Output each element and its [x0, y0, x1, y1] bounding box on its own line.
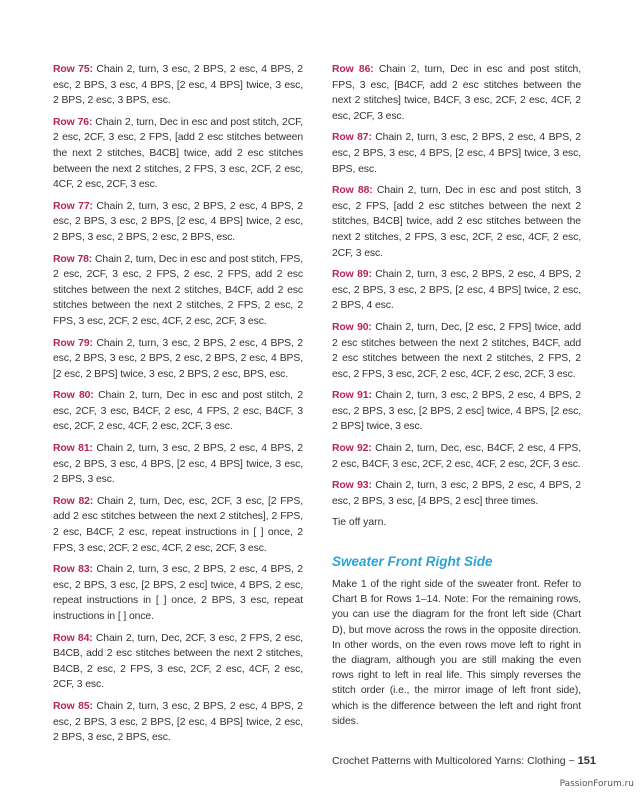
- row-label: Row 81:: [53, 443, 93, 455]
- row-82: [53, 494, 303, 556]
- row-label: Row 78:: [53, 253, 93, 265]
- section-body: Make 1 of the right side of the sweater front. Refer to Chart B for Rows 1–14. Note: For the remaining rows, you can use the diagram for the front left side (Chart D), but move across the rows in the opposite direction. In other words, on the even rows move left to right in the diagram, although you are still making the even rows right to left in real life. This simply reverses the stitch order (i.e., the mirror image of left front side), which is the difference between the left and right front sides.: [332, 579, 581, 727]
- row-text: Chain 2, turn, 3 esc, 2 BPS, 2 esc, 4 BPS, 2 esc, 2 BPS, 3 esc, [2 BPS, 2 esc] twice, 4 BPS, [2 esc, 2 BPS] twice, 3 esc.: [332, 390, 581, 433]
- row-80: [53, 388, 303, 435]
- row-92: [332, 441, 581, 472]
- row-89: [332, 267, 581, 314]
- row-label: Row 90:: [332, 321, 372, 333]
- row-label: Row 77:: [53, 200, 93, 212]
- row-text: Chain 2, turn, 3 esc, 2 BPS, 2 esc, 4 BPS, 2 esc, 2 BPS, 3 esc, 2 BPS, 2 esc, 2 BPS, 2 esc, 4 BPS, [2 esc, 2 BPS] twice, 3 esc, 2 BPS, 2 esc, BPS, esc.: [53, 337, 303, 380]
- row-text: Chain 2, turn, Dec, [2 esc, 2 FPS] twice, add 2 esc stitches between the next 2 stitches, B4CF, add 2 esc stitches between the next 2 stitches, 2 FPS, 2 esc, 2 FPS, 3 esc, 2CF, 2 esc, 4CF, 2 esc, 2CF, 3 esc.: [332, 321, 582, 380]
- row-label: Row 82:: [53, 495, 94, 507]
- row-text: Chain 2, turn, 3 esc, 2 BPS, 2 esc, 4 BPS, 2 esc, 2 BPS, 3 esc, 4 BPS, [2 esc, 4 BPS] twice, 3 esc, 2 BPS, 2 esc, 3 BPS, esc.: [53, 64, 303, 107]
- row-79: [53, 336, 303, 383]
- row-text: Chain 2, turn, 3 esc, 2 BPS, 2 esc, 4 BPS, 2 esc, 2 BPS, 3 esc, 4 BPS, [2 esc, 4 BPS] twice, 3 esc, BPS, esc.: [332, 132, 581, 175]
- row-77: [53, 199, 303, 246]
- row-81: [53, 441, 303, 488]
- row-label: Row 83:: [53, 564, 93, 576]
- row-text: Chain 2, turn, 3 esc, 2 BPS, 2 esc, 4 BPS, 2 esc, 2 BPS, 3 esc, 4 BPS, [2 esc, 4 BPS] twice, 3 esc, 2 BPS, 3 esc.: [53, 443, 303, 486]
- row-label: Row 84:: [53, 632, 93, 644]
- row-label: Row 91:: [332, 390, 372, 402]
- row-text: Chain 2, turn, 3 esc, 2 BPS, 2 esc, 4 BPS, 2 esc, 2 BPS, 3 esc, 2 BPS, [2 esc, 4 BPS] twice, 2 esc, 2 BPS, 4 esc.: [332, 269, 581, 312]
- row-85: [53, 699, 303, 746]
- row-93: [332, 478, 581, 509]
- row-88: [332, 183, 581, 261]
- row-label: Row 79:: [53, 337, 93, 349]
- row-text: Chain 2, turn, Dec, esc, 2CF, 3 esc, [2 FPS, add 2 esc stitches between the next 2 stitches], 2 FPS, 2 esc, B4CF, 2 esc, repeat instructions in [ ] once, 2 FPS, 3 esc, 2CF, 2 esc, 4CF, 2 esc, 2CF, 3 esc.: [53, 495, 303, 554]
- row-75: [53, 62, 303, 109]
- row-label: Row 75:: [53, 64, 93, 75]
- row-label: Row 88:: [332, 185, 373, 197]
- row-label: Row 80:: [53, 390, 94, 402]
- row-label: Row 76:: [53, 116, 93, 128]
- row-text: Chain 2, turn, Dec in esc and post stitch, FPS, 3 esc, [B4CF, add 2 esc stitches between the next 2 stitches] twice, B4CF, 3 esc, 2CF, 2 esc, 4CF, 2 esc, 2CF, 3 esc.: [332, 64, 582, 122]
- footer-separator: ~: [568, 755, 575, 767]
- left-column: [53, 62, 303, 752]
- row-83: [53, 562, 303, 624]
- row-label: Row 85:: [53, 700, 93, 712]
- row-84: [53, 631, 303, 693]
- row-text: Chain 2, turn, Dec in esc and post stitch, 3 esc, 2 FPS, [add 2 esc stitches between the next 2 stitches, B4CB] twice, add 2 esc stitches between the next 2 stitches, 2 FPS, 3 esc, 2CF, 2 esc, 4CF, 2 esc, 2CF, 3 esc.: [332, 185, 582, 259]
- row-76: [53, 115, 303, 193]
- row-label: Row 89:: [332, 269, 372, 281]
- row-87: [332, 130, 581, 177]
- row-label: Row 87:: [332, 132, 372, 144]
- row-label: Row 86:: [332, 64, 374, 75]
- row-label: Row 92:: [332, 443, 372, 455]
- row-text: Chain 2, turn, 3 esc, 2 BPS, 2 esc, 4 BPS, 2 esc, 2 BPS, 3 esc, [4 BPS, 2 esc] three times.: [332, 480, 581, 507]
- tie-off-text: Tie off yarn.: [332, 517, 387, 529]
- row-text: Chain 2, turn, Dec, 2CF, 3 esc, 2 FPS, 2 esc, B4CB, add 2 esc stitches between the next 2 stitches, B4CB, 2 esc, 2 FPS, 3 esc, 2CF, 2 esc, 4CF, 2 esc, 2CF, 3 esc.: [53, 632, 303, 691]
- row-text: Chain 2, turn, Dec in esc and post stitch, FPS, 2 esc, 2CF, 3 esc, 2 FPS, 2 esc, 2 FPS, add 2 esc stitches between the next 2 stitches, B4CF, add 2 esc stitches between the next 2 stitches, 2 FPS, 2 esc, 2 FPS, 3 esc, 2CF, 2 esc, 4CF, 2 esc, 2CF, 3 esc.: [53, 253, 304, 327]
- book-title: Crochet Patterns with Multicolored Yarns: Clothing: [332, 755, 566, 767]
- section-title: Sweater Front Right Side: [332, 554, 493, 570]
- row-90: [332, 320, 581, 382]
- right-column: [332, 62, 581, 729]
- page-footer: [332, 755, 632, 767]
- row-text: Chain 2, turn, Dec in esc and post stitch, 2 esc, 2CF, 3 esc, B4CF, 2 esc, 4 FPS, 2 esc, B4CF, 3 esc, 2CF, 2 esc, 4CF, 2 esc, 2CF, 3 esc.: [53, 390, 304, 433]
- row-text: Chain 2, turn, Dec, esc, B4CF, 2 esc, 4 FPS, 2 esc, B4CF, 3 esc, 2CF, 2 esc, 4CF, 2 esc, 2CF, 3 esc.: [332, 443, 581, 470]
- row-86: [332, 62, 581, 124]
- row-text: Chain 2, turn, 3 esc, 2 BPS, 2 esc, 4 BPS, 2 esc, 2 BPS, 3 esc, 2 BPS, [2 esc, 4 BPS] twice, 2 esc, 2 BPS, 3 esc, 2 BPS, 2 esc, 2 BPS, esc.: [53, 200, 303, 243]
- row-91: [332, 388, 581, 435]
- watermark: PassionForum.ru: [559, 779, 634, 789]
- row-label: Row 93:: [332, 480, 372, 492]
- page-number: 151: [577, 755, 596, 767]
- row-text: Chain 2, turn, 3 esc, 2 BPS, 2 esc, 4 BPS, 2 esc, 2 BPS, 3 esc, 2 BPS, [2 esc, 4 BPS] twice, 2 esc, 2 BPS, 3 esc, 2 BPS, esc.: [53, 700, 303, 744]
- row-text: Chain 2, turn, Dec in esc and post stitch, 2CF, 2 esc, 2CF, 3 esc, 2 FPS, [add 2 esc stitches between the next 2 stitches, B4CB] twice, add 2 esc stitches between the next 2 stitches, 2 FPS, 3 esc, 2CF, 2 esc, 4CF, 2 esc, 2CF, 3 esc.: [53, 116, 304, 191]
- row-78: [53, 252, 303, 330]
- row-text: Chain 2, turn, 3 esc, 2 BPS, 2 esc, 4 BPS, 2 esc, 2 BPS, 3 esc, [2 BPS, 2 esc] twice, 4 BPS, 2 esc, repeat instructions in [ ] once, 2 BPS, 3 esc, repeat instructions in [ ] once.: [53, 564, 303, 622]
